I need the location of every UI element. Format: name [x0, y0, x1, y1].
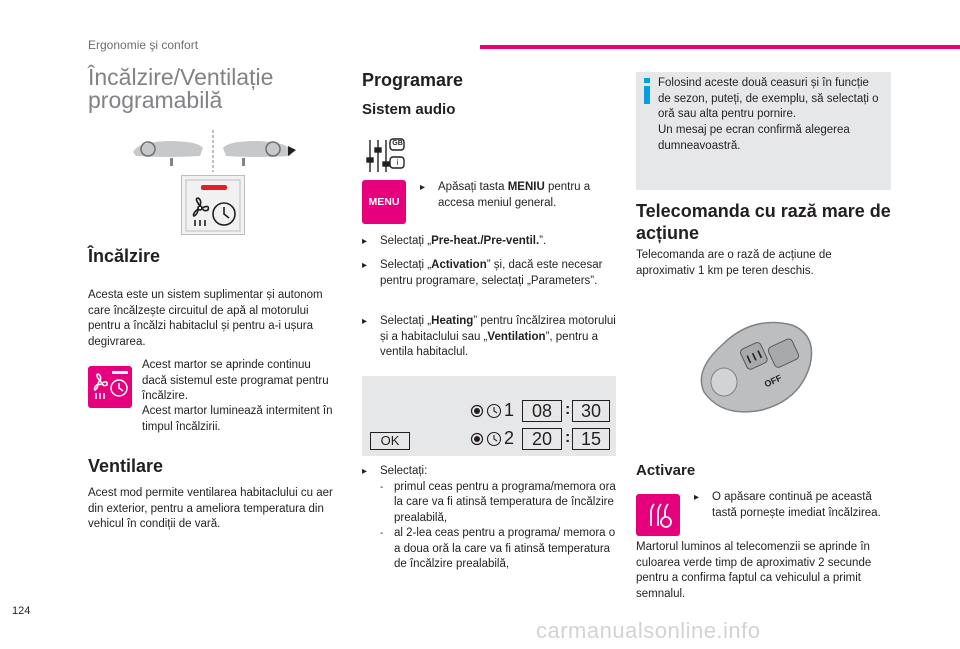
heating-heading: Încălzire	[88, 246, 161, 266]
radio-selected-icon	[470, 432, 484, 446]
radio-selected-icon	[470, 404, 484, 418]
menu-button-label: MENU	[368, 196, 400, 208]
dash-marker: -	[380, 528, 384, 539]
remote-heating-button-illustration	[636, 494, 680, 536]
bullet-arrow-icon: ▸	[362, 316, 368, 327]
step-text: Apăsați tasta	[438, 181, 508, 193]
remote-off-button-label: OFF	[762, 372, 784, 390]
info-text-1: Folosind aceste două ceasuri și în funcție de sezon, puteți, de exemplu, să selectați o oră sau alta pentru pornire.	[658, 77, 879, 120]
clock-icon	[486, 431, 502, 447]
menu-button-illustration	[362, 180, 406, 224]
bullet-arrow-icon: ▸	[420, 182, 426, 193]
dash-item: al 2-lea ceas pentru a programa/ memora o a doua oră la care va fi atinsă temperatura de încălzire prealabilă,	[394, 527, 616, 570]
step-keyword: Ventilation	[487, 330, 546, 343]
step-text: ” și, dacă este necesar pentru programare, selectați „Parameters”.	[380, 259, 603, 287]
heating-indicator-text-1: Acest martor se aprinde continuu dacă sistemul este programat pentru încălzire.	[142, 359, 329, 402]
activation-step	[694, 490, 890, 521]
remote-body: Telecomanda are o rază de acțiune de aproximativ 1 km pe teren deschis.	[636, 249, 832, 277]
bullet-arrow-icon: ▸	[694, 492, 700, 503]
step-keyword: Heating	[431, 315, 474, 327]
info-text-2: Un mesaj pe ecran confirmă alegerea dumneavoastră.	[658, 124, 850, 152]
ventilation-body: Acest mod permite ventilarea habitaclului cu aer din exterior, pentru a ameliora temperatura din vehicul în condiții de vară.	[88, 487, 333, 530]
clock-icon	[486, 403, 502, 419]
header-accent-bar	[480, 45, 960, 49]
step-text: Selectați:	[380, 465, 428, 477]
time-separator: :	[565, 401, 571, 418]
step-select-preheat	[362, 234, 616, 250]
step-keyword: Pre-heat./Pre-ventil.	[431, 235, 540, 247]
bullet-arrow-icon: ▸	[362, 236, 368, 247]
dash-item: primul ceas pentru a programa/memora ora la care va fi atinsă temperatura de încălzire prealabilă,	[394, 480, 616, 524]
step-text: Selectați „	[380, 315, 432, 327]
clock-1-minutes: 30	[572, 400, 610, 422]
section-header: Ergonomie şi confort	[88, 38, 199, 52]
clock-1-number: 1	[504, 400, 515, 420]
remote-control-illustration	[692, 310, 818, 420]
timer-display-illustration	[362, 376, 616, 456]
ok-button-illustration: OK	[370, 432, 410, 450]
clock-2-minutes: 15	[572, 428, 610, 450]
info-box	[636, 72, 891, 190]
bullet-arrow-icon: ▸	[362, 466, 368, 477]
steering-wheels-illustration	[128, 128, 298, 174]
step-select-clocks	[362, 464, 616, 573]
heater-switch-panel	[181, 175, 245, 235]
page-number: 124	[12, 605, 31, 617]
step-text: ”.	[539, 235, 547, 247]
step-text: ” pentru încălzirea motorului și a habitaclului sau „	[380, 315, 616, 343]
step-text: Selectați „	[380, 259, 432, 271]
watermark: carmanualsonline.info	[536, 618, 761, 643]
page-title: Încălzire/Ventilație programabilă	[88, 64, 274, 113]
step-select-activation	[362, 258, 616, 289]
step-keyword: Activation	[431, 259, 487, 271]
programming-heading: Programare	[362, 70, 464, 90]
audio-settings-icon	[364, 136, 410, 176]
remote-heading: Telecomanda cu rază mare de acțiune	[636, 201, 891, 243]
language-badge: GB	[392, 140, 403, 147]
heating-indicator-text-2: Acest martor luminează intermitent în timpul încălzirii.	[142, 405, 333, 433]
bullet-arrow-icon: ▸	[362, 260, 368, 271]
info-badge: i	[396, 158, 399, 167]
step-keyword: MENIU	[507, 181, 545, 193]
info-icon	[642, 78, 652, 104]
dash-marker: -	[380, 481, 384, 493]
activation-body: Martorul luminos al telecomenzii se aprinde în culoarea verde timp de aproximativ 2 secunde pentru a confirma faptul ca vehiculul a primit semnalul.	[636, 541, 872, 600]
activation-heading: Activare	[636, 462, 696, 479]
clock-2-number: 2	[504, 428, 515, 448]
step-text: O apăsare continuă pe această tastă pornește imediat încălzirea.	[712, 491, 881, 519]
heating-body: Acesta este un sistem suplimentar și autonom care încălzește circuitul de apă al motorului pentru a încălzi habitaclul și pentru a-i ușura degivrarea.	[88, 289, 323, 348]
step-text: ”, pentru a ventila habitaclul.	[380, 330, 598, 358]
step-text: Selectați „	[380, 235, 432, 247]
step-press-menu	[420, 180, 615, 211]
step-text: pentru a accesa meniul general.	[438, 181, 591, 209]
time-separator: :	[565, 429, 571, 446]
heating-indicator-lamp	[88, 366, 132, 408]
ventilation-heading: Ventilare	[88, 456, 164, 476]
clock-1-hours: 08	[522, 400, 562, 422]
audio-system-subheading: Sistem audio	[362, 101, 456, 118]
step-select-heating	[362, 314, 616, 361]
clock-2-hours: 20	[522, 428, 562, 450]
